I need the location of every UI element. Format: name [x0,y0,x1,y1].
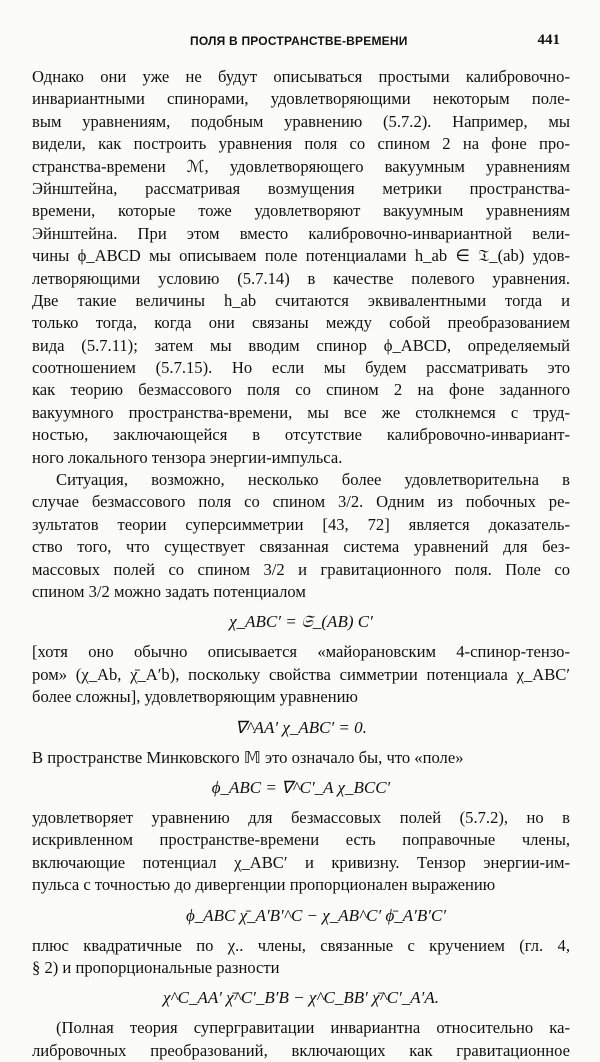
paragraph-3 [32,641,570,708]
text-line: удовлетворяет уравнению для безмассовых полей (5.7.2), но в [32,807,570,827]
text-line: Ситуация, возможно, несколько более удовлетворительна в [56,470,570,490]
text-line: зультатов теории суперсимметрии [43, 72] является доказатель- [32,514,570,534]
text-line: массовых полей со спином 3/2 и гравитационного поля. Поле со [32,559,570,579]
text-line: вида (5.7.11); затем мы вводим спинор ϕ_ABCD, определяемый [32,335,570,355]
text-line: времени, которые тоже удовлетворяют вакуумным уравнениям [32,201,570,221]
paragraph-5 [32,807,570,897]
text-line: В пространстве Минковского 𝕄 это означало бы, что «поле» [32,747,464,767]
page-header [0,32,600,54]
text-line: летворяющими условию (5.7.14) в качестве полевого уравнения. [32,268,570,288]
text-line: включающие потенциал χ_ABC′ и кривизну. Тензор энергии-им- [32,852,570,872]
text-line: вакуумного пространства-времени, мы все же столкнемся с труд- [32,402,570,422]
text-line: только тогда, когда они связаны между собой преобразованием [32,313,570,333]
text-line: ство того, что существует связанная система уравнений для без- [32,537,570,557]
text-line: странства-времени ℳ, удовлетворяющего вакуумным уравнениям [32,156,570,176]
formula-field-equation: ∇^AA′ χ_ABC′ = 0. [235,717,367,737]
text-line: искривленном пространстве-времени есть поправочные члены, [32,830,570,850]
text-line: инвариантными спинорами, удовлетворяющими некоторым поле- [32,89,570,109]
formula-potential: χ_ABC′ = 𝔖_(AB) C′ [229,612,373,632]
formula-field-definition: ϕ_ABC = ∇^C′_A χ_BCC′ [211,777,391,797]
text-line: чины ϕ_ABCD мы описываем поле потенциалами h_ab ∈ 𝔗_(ab) удов- [32,246,570,266]
paragraph-7 [32,1017,570,1062]
text-line: § 2) и пропорциональные разности [32,957,280,977]
text-line: видели, как построить уравнения поля со спином 2 на фоне про- [32,134,570,154]
text-line: (Полная теория супергравитации инвариантна относительно ка- [56,1018,570,1038]
paragraph-4 [32,747,570,769]
text-line: либровочных преобразований, включающих как гравитационное [32,1040,570,1060]
text-line: Две такие величины h_ab считаются эквивалентными тогда и [32,290,570,310]
text-line: [хотя оно обычно описывается «майорановским 4-спинор-тензо- [32,642,570,662]
paragraph-6 [32,935,570,980]
text-line: более сложны], удовлетворяющим уравнению [32,687,358,707]
text-line: Эйнштейна. При этом вместо калибровочно-инвариантной вели- [32,223,570,243]
text-line: пульса с точностью до дивергенции пропорционален выражению [32,875,496,895]
paragraph-2 [32,469,570,603]
formula-energy-momentum: ϕ_ABC χ̄_A′B′^C − χ_AB^C′ ϕ̄_A′B′C′ [185,905,447,925]
body-text [32,66,570,1062]
text-line: ного локального тензора энергии-импульса. [32,447,343,467]
text-line: Однако они уже не будут описываться простыми калибровочно- [32,67,570,86]
text-line: как теорию безмассового поля со спином 2 на фоне заданного [32,380,570,400]
text-line: случае безмассового поля со спином 3/2. Одним из побочных ре- [32,492,570,512]
text-line: ностью, заключающейся в отсутствие калибровочно-инвариант- [32,425,570,445]
text-line: соотношением (5.7.15). Но если мы будем рассматривать это [32,358,570,378]
running-title: ПОЛЯ В ПРОСТРАНСТВЕ-ВРЕМЕНИ [190,34,408,48]
text-line: вым уравнениям, подобным уравнению (5.7.2). Например, мы [32,111,570,131]
formula-difference: χ^C_AA′ χ̄^C′_B′B − χ^C_BB′ χ̄^C′_A′A. [162,988,440,1008]
page-number: 441 [537,32,560,48]
text-line: ром» (χ_Ab, χ̄_A′b), поскольку свойства симметрии потенциала χ_ABC′ [32,664,570,684]
text-line: плюс квадратичные по χ.. члены, связанные с кручением (гл. 4, [32,935,570,955]
text-line: спином 3/2 можно задать потенциалом [32,581,306,601]
text-line: Эйнштейна, рассматривая возмущения метрики пространства- [32,178,570,198]
paragraph-1 [32,66,570,469]
